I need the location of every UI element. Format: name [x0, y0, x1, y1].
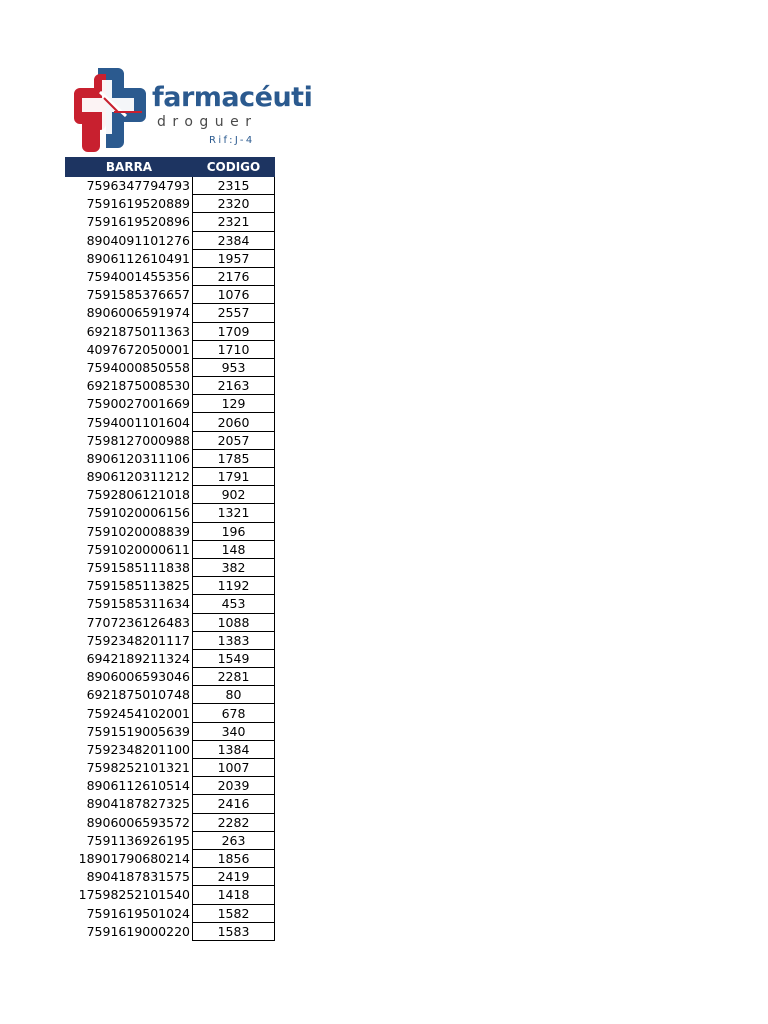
codigo-cell: 1856	[193, 849, 275, 867]
codigo-cell: 2039	[193, 777, 275, 795]
table-row	[66, 395, 275, 413]
table-row	[66, 795, 275, 813]
barra-cell: 8904091101276	[66, 231, 193, 249]
table-row	[66, 922, 275, 940]
barra-cell: 6942189211324	[66, 649, 193, 667]
table-row	[66, 722, 275, 740]
table-row	[66, 540, 275, 558]
codigo-cell: 2176	[193, 267, 275, 285]
table-row	[66, 577, 275, 595]
table-row	[66, 213, 275, 231]
barra-cell: 7591585111838	[66, 558, 193, 576]
barra-cell: 7598252101321	[66, 759, 193, 777]
codigo-cell: 1192	[193, 577, 275, 595]
company-logo	[70, 64, 313, 154]
barra-cell: 7591020008839	[66, 522, 193, 540]
barra-cell: 6921875011363	[66, 322, 193, 340]
barra-cell: 8904187831575	[66, 868, 193, 886]
table-row	[66, 595, 275, 613]
table-row	[66, 813, 275, 831]
barra-cell: 4097672050001	[66, 340, 193, 358]
table-row	[66, 377, 275, 395]
table-row	[66, 704, 275, 722]
table-row	[66, 740, 275, 758]
table-row	[66, 904, 275, 922]
barra-cell: 7590027001669	[66, 395, 193, 413]
barra-cell: 7592806121018	[66, 486, 193, 504]
header-codigo: CODIGO	[193, 158, 275, 177]
table-row	[66, 340, 275, 358]
table-row	[66, 231, 275, 249]
table-body	[66, 177, 275, 941]
codigo-cell: 2057	[193, 431, 275, 449]
barra-cell: 7591585376657	[66, 286, 193, 304]
barra-cell: 7591619501024	[66, 904, 193, 922]
barra-cell: 8906112610514	[66, 777, 193, 795]
table-row	[66, 195, 275, 213]
codigo-cell: 1088	[193, 613, 275, 631]
table-row	[66, 849, 275, 867]
codigo-cell: 1583	[193, 922, 275, 940]
barra-cell: 8906120311106	[66, 449, 193, 467]
table-row	[66, 304, 275, 322]
barra-cell: 7594001455356	[66, 267, 193, 285]
barra-cell: 7591585311634	[66, 595, 193, 613]
codigo-cell: 2282	[193, 813, 275, 831]
table-row	[66, 249, 275, 267]
codigo-cell: 2557	[193, 304, 275, 322]
table-row	[66, 286, 275, 304]
barra-cell: 7592454102001	[66, 704, 193, 722]
table-row	[66, 777, 275, 795]
table-row	[66, 831, 275, 849]
codigo-cell: 1582	[193, 904, 275, 922]
codigo-cell: 678	[193, 704, 275, 722]
codigo-cell: 1791	[193, 468, 275, 486]
table-row	[66, 686, 275, 704]
table-row	[66, 431, 275, 449]
codigo-cell: 2281	[193, 668, 275, 686]
codigo-cell: 1321	[193, 504, 275, 522]
codigo-cell: 2321	[193, 213, 275, 231]
table-header-row	[66, 158, 275, 177]
table-row	[66, 413, 275, 431]
table-row	[66, 558, 275, 576]
table-row	[66, 649, 275, 667]
codigo-cell: 2320	[193, 195, 275, 213]
table-row	[66, 449, 275, 467]
codigo-cell: 1007	[193, 759, 275, 777]
codigo-cell: 1709	[193, 322, 275, 340]
barra-cell: 7594001101604	[66, 413, 193, 431]
codigo-cell: 1383	[193, 631, 275, 649]
codigo-cell: 1076	[193, 286, 275, 304]
barra-cell: 7594000850558	[66, 358, 193, 376]
logo-sub-text: droguer	[157, 114, 258, 130]
codigo-cell: 1957	[193, 249, 275, 267]
barra-cell: 7591585113825	[66, 577, 193, 595]
barra-cell: 8906120311212	[66, 468, 193, 486]
barra-cell: 18901790680214	[66, 849, 193, 867]
barra-cell: 7591619520889	[66, 195, 193, 213]
codigo-cell: 2384	[193, 231, 275, 249]
table-row	[66, 504, 275, 522]
codigo-cell: 2419	[193, 868, 275, 886]
codigo-cell: 1418	[193, 886, 275, 904]
barra-cell: 7592348201100	[66, 740, 193, 758]
barra-cell: 7591619000220	[66, 922, 193, 940]
table-row	[66, 522, 275, 540]
header-barra: BARRA	[66, 158, 193, 177]
barra-cell: 17598252101540	[66, 886, 193, 904]
codigo-cell: 382	[193, 558, 275, 576]
barra-cell: 7591519005639	[66, 722, 193, 740]
pharmacy-cross-icon	[70, 64, 152, 154]
table-row	[66, 486, 275, 504]
codigo-cell: 340	[193, 722, 275, 740]
logo-brand-text: farmacéuti	[152, 82, 313, 113]
table-row	[66, 613, 275, 631]
barra-cell: 7591020000611	[66, 540, 193, 558]
codigo-cell: 453	[193, 595, 275, 613]
barra-cell: 6921875010748	[66, 686, 193, 704]
codigo-cell: 1549	[193, 649, 275, 667]
barra-cell: 7591020006156	[66, 504, 193, 522]
codigo-cell: 2060	[193, 413, 275, 431]
barcode-table	[65, 157, 275, 941]
barra-cell: 7592348201117	[66, 631, 193, 649]
codigo-cell: 2416	[193, 795, 275, 813]
codigo-cell: 2163	[193, 377, 275, 395]
barra-cell: 7598127000988	[66, 431, 193, 449]
barra-cell: 7596347794793	[66, 177, 193, 195]
table-row	[66, 868, 275, 886]
barra-cell: 6921875008530	[66, 377, 193, 395]
table-row	[66, 759, 275, 777]
table-row	[66, 668, 275, 686]
codigo-cell: 1710	[193, 340, 275, 358]
table-row	[66, 358, 275, 376]
codigo-cell: 80	[193, 686, 275, 704]
codigo-cell: 129	[193, 395, 275, 413]
codigo-cell: 902	[193, 486, 275, 504]
barra-cell: 8906006593572	[66, 813, 193, 831]
barra-cell: 8906112610491	[66, 249, 193, 267]
codigo-cell: 2315	[193, 177, 275, 195]
codigo-cell: 196	[193, 522, 275, 540]
codigo-cell: 953	[193, 358, 275, 376]
table-row	[66, 468, 275, 486]
table-row	[66, 886, 275, 904]
table-row	[66, 177, 275, 195]
table-row	[66, 322, 275, 340]
codigo-cell: 1785	[193, 449, 275, 467]
table-row	[66, 631, 275, 649]
codigo-cell: 148	[193, 540, 275, 558]
codigo-cell: 1384	[193, 740, 275, 758]
codigo-cell: 263	[193, 831, 275, 849]
table-row	[66, 267, 275, 285]
barra-cell: 8906006593046	[66, 668, 193, 686]
barra-cell: 8904187827325	[66, 795, 193, 813]
barra-cell: 7591136926195	[66, 831, 193, 849]
barra-cell: 8906006591974	[66, 304, 193, 322]
barra-cell: 7707236126483	[66, 613, 193, 631]
barra-cell: 7591619520896	[66, 213, 193, 231]
logo-rif-text: Rif:J-4	[209, 135, 255, 146]
